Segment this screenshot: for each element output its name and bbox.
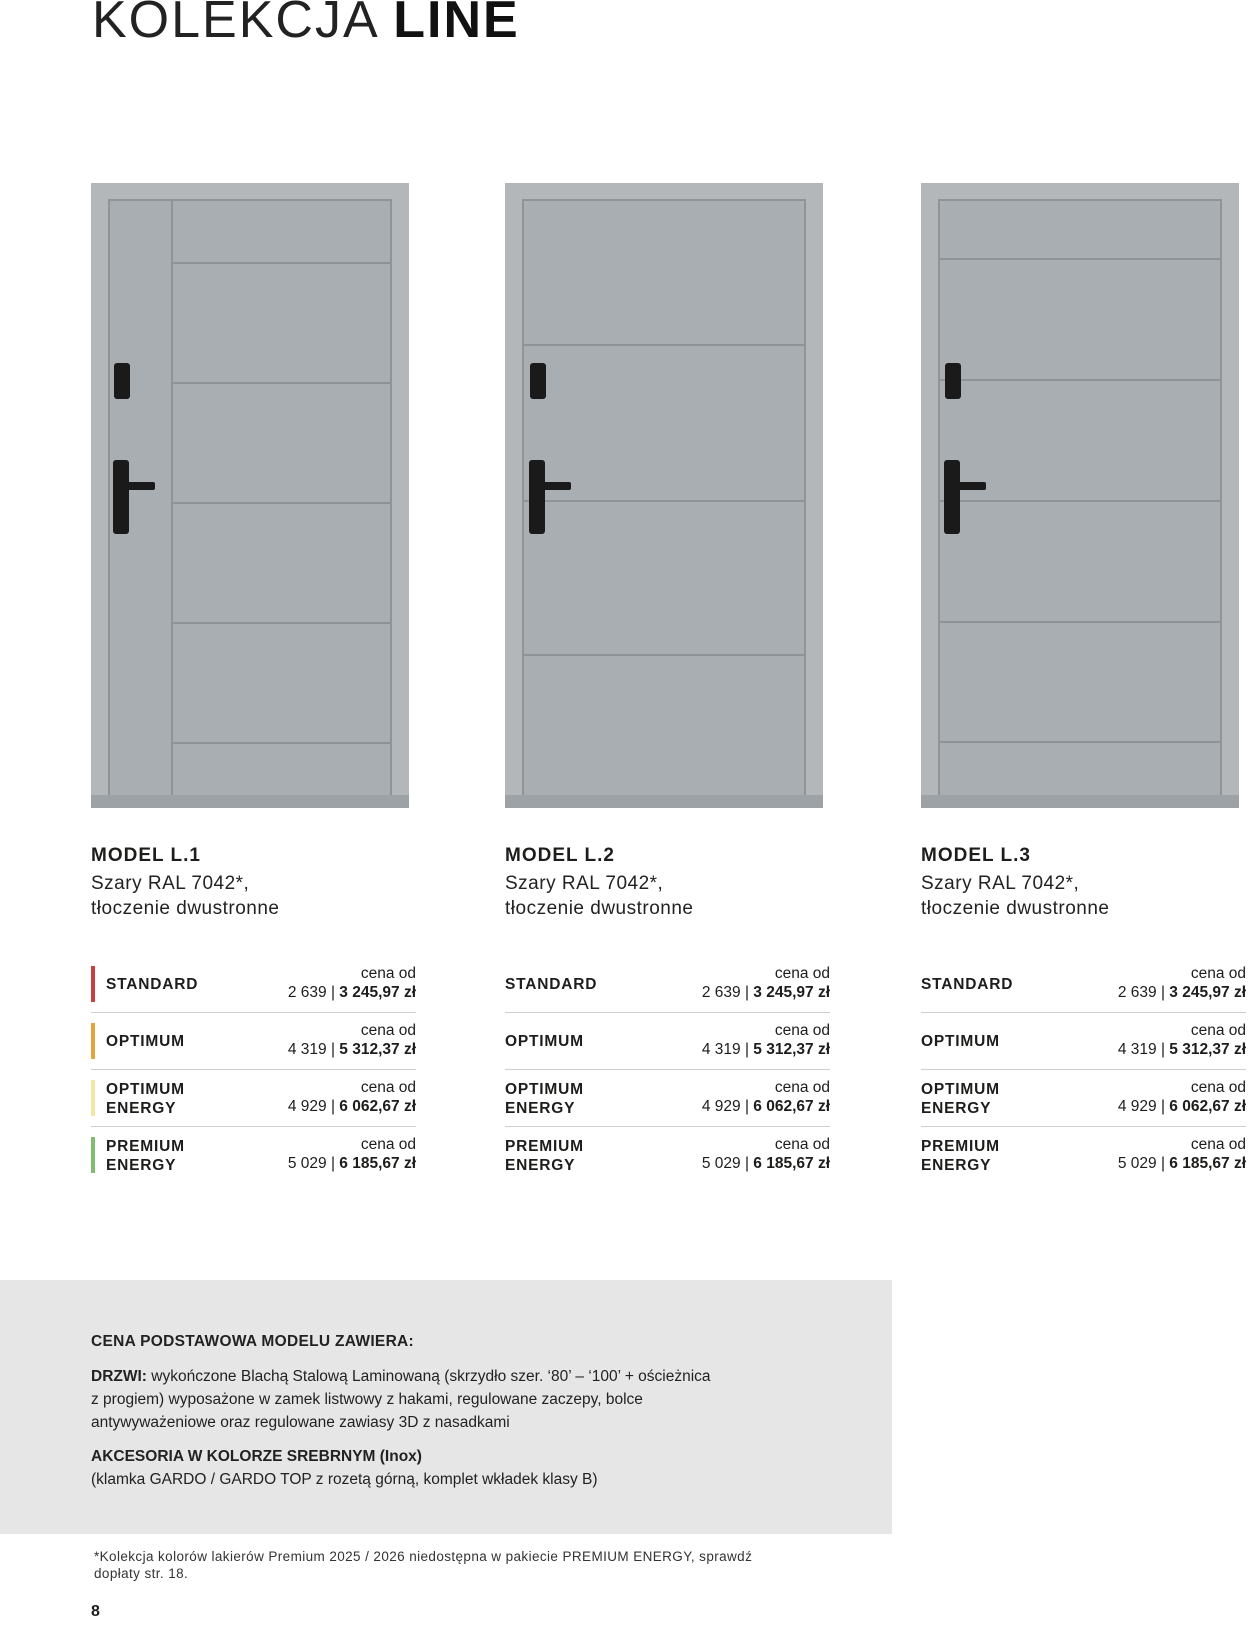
price-net: 4 929 |: [701, 1098, 754, 1115]
package-color-bar: [91, 1080, 95, 1116]
model-l2-info: [505, 845, 825, 921]
package-price: [288, 1135, 416, 1173]
package-price: [1118, 1135, 1246, 1173]
package-color-bar: [91, 1137, 95, 1173]
price-net: 5 029 |: [701, 1155, 754, 1172]
price-list-l1: [91, 956, 416, 1184]
price-gross: 6 185,67 zł: [1169, 1155, 1246, 1172]
model-color: Szary RAL 7042*,: [91, 873, 250, 894]
model-finish: tłoczenie dwustronne: [921, 898, 1110, 919]
info-heading: CENA PODSTAWOWA MODELU ZAWIERA:: [91, 1333, 415, 1350]
price-row-standard: [505, 956, 830, 1013]
price-net: 4 319 |: [1117, 1041, 1170, 1058]
footnote-line2: dopłaty str. 18.: [94, 1566, 189, 1581]
price-row-standard: [91, 956, 416, 1013]
model-finish: tłoczenie dwustronne: [91, 898, 280, 919]
doors-line1: wykończone Blachą Stalową Laminowaną (skrzydło szer. ‘80’ – ‘100’ + ościeżnica: [146, 1368, 711, 1385]
price-net: 4 319 |: [287, 1041, 340, 1058]
price-gross: 5 312,37 zł: [339, 1041, 416, 1058]
price-row-optimum: [91, 1013, 416, 1070]
package-price: [702, 1135, 830, 1173]
model-color: Szary RAL 7042*,: [505, 873, 664, 894]
package-price: [288, 964, 416, 1002]
model-l1-info: [91, 845, 411, 921]
footnote-line1: *Kolekcja kolorów lakierów Premium 2025 / 2026 niedostępna w pakiecie PREMIUM ENERGY, sprawdź: [94, 1549, 753, 1564]
package-label: OPTIMUM: [921, 1033, 1000, 1050]
price-prefix: cena od: [1190, 965, 1246, 982]
door-image-l1: [91, 183, 409, 808]
price-prefix: cena od: [360, 1079, 416, 1096]
price-prefix: cena od: [1190, 1136, 1246, 1153]
model-l3-info: [921, 845, 1241, 921]
package-label: PREMIUM ENERGY: [505, 1137, 584, 1174]
price-list-l2: [505, 956, 830, 1184]
price-list-l3: [921, 956, 1246, 1184]
model-name: MODEL L.1: [91, 845, 201, 866]
package-price: [288, 1078, 416, 1116]
price-prefix: cena od: [774, 965, 830, 982]
price-prefix: cena od: [774, 1022, 830, 1039]
package-price: [702, 1078, 830, 1116]
price-prefix: cena od: [1190, 1079, 1246, 1096]
doors-line2: z progiem) wyposażone w zamek listwowy z hakami, regulowane zaczepy, bolce: [91, 1391, 643, 1408]
price-net: 2 639 |: [701, 984, 754, 1001]
price-row-standard: [921, 956, 1246, 1013]
footnote: [94, 1548, 874, 1582]
package-label: OPTIMUM ENERGY: [921, 1080, 1000, 1117]
price-gross: 6 185,67 zł: [753, 1155, 830, 1172]
price-gross: 3 245,97 zł: [1169, 984, 1246, 1001]
price-gross: 6 062,67 zł: [1169, 1098, 1246, 1115]
base-price-info-box: [0, 1280, 892, 1534]
price-net: 2 639 |: [1117, 984, 1170, 1001]
package-price: [1118, 964, 1246, 1002]
price-net: 2 639 |: [287, 984, 340, 1001]
package-label: STANDARD: [505, 976, 598, 993]
price-net: 5 029 |: [287, 1155, 340, 1172]
info-accessories: [91, 1445, 831, 1491]
price-gross: 6 062,67 zł: [339, 1098, 416, 1115]
package-price: [702, 1021, 830, 1059]
price-row-optimum: [505, 1013, 830, 1070]
price-row-optimum-energy: [91, 1070, 416, 1127]
price-prefix: cena od: [360, 1136, 416, 1153]
package-price: [288, 1021, 416, 1059]
price-row-optimum-energy: [921, 1070, 1246, 1127]
price-prefix: cena od: [774, 1136, 830, 1153]
accessories-label: AKCESORIA W KOLORZE SREBRNYM (Inox): [91, 1448, 422, 1465]
page-title: [92, 0, 520, 50]
package-label: OPTIMUM: [106, 1033, 185, 1050]
price-row-optimum-energy: [505, 1070, 830, 1127]
model-finish: tłoczenie dwustronne: [505, 898, 694, 919]
price-gross: 3 245,97 zł: [339, 984, 416, 1001]
price-row-premium-energy: [91, 1127, 416, 1184]
package-color-bar: [91, 966, 95, 1002]
package-label: OPTIMUM ENERGY: [505, 1080, 584, 1117]
price-row-optimum: [921, 1013, 1246, 1070]
price-row-premium-energy: [921, 1127, 1246, 1184]
package-label: OPTIMUM ENERGY: [106, 1080, 185, 1117]
price-prefix: cena od: [774, 1079, 830, 1096]
price-prefix: cena od: [360, 965, 416, 982]
price-prefix: cena od: [1190, 1022, 1246, 1039]
price-gross: 3 245,97 zł: [753, 984, 830, 1001]
package-label: STANDARD: [921, 976, 1014, 993]
info-doors: [91, 1365, 831, 1434]
price-gross: 6 185,67 zł: [339, 1155, 416, 1172]
title-bold: LINE: [393, 0, 520, 49]
door-image-l2: [505, 183, 823, 808]
model-name: MODEL L.3: [921, 845, 1031, 866]
price-gross: 5 312,37 zł: [753, 1041, 830, 1058]
price-gross: 6 062,67 zł: [753, 1098, 830, 1115]
doors-line3: antywyważeniowe oraz regulowane zawiasy 3D z nasadkami: [91, 1414, 510, 1431]
package-price: [702, 964, 830, 1002]
price-row-premium-energy: [505, 1127, 830, 1184]
door-image-l3: [921, 183, 1239, 808]
package-label: PREMIUM ENERGY: [921, 1137, 1000, 1174]
model-color: Szary RAL 7042*,: [921, 873, 1080, 894]
page-number: 8: [91, 1603, 100, 1620]
price-net: 4 929 |: [287, 1098, 340, 1115]
package-price: [1118, 1078, 1246, 1116]
price-net: 5 029 |: [1117, 1155, 1170, 1172]
price-prefix: cena od: [360, 1022, 416, 1039]
accessories-text: (klamka GARDO / GARDO TOP z rozetą górną, komplet wkładek klasy B): [91, 1471, 598, 1488]
doors-label: DRZWI:: [91, 1368, 147, 1385]
price-net: 4 929 |: [1117, 1098, 1170, 1115]
package-color-bar: [91, 1023, 95, 1059]
title-thin: KOLEKCJA: [92, 0, 394, 49]
price-gross: 5 312,37 zł: [1169, 1041, 1246, 1058]
package-label: OPTIMUM: [505, 1033, 584, 1050]
price-net: 4 319 |: [701, 1041, 754, 1058]
package-label: STANDARD: [106, 976, 199, 993]
package-price: [1118, 1021, 1246, 1059]
model-name: MODEL L.2: [505, 845, 615, 866]
package-label: PREMIUM ENERGY: [106, 1137, 185, 1174]
